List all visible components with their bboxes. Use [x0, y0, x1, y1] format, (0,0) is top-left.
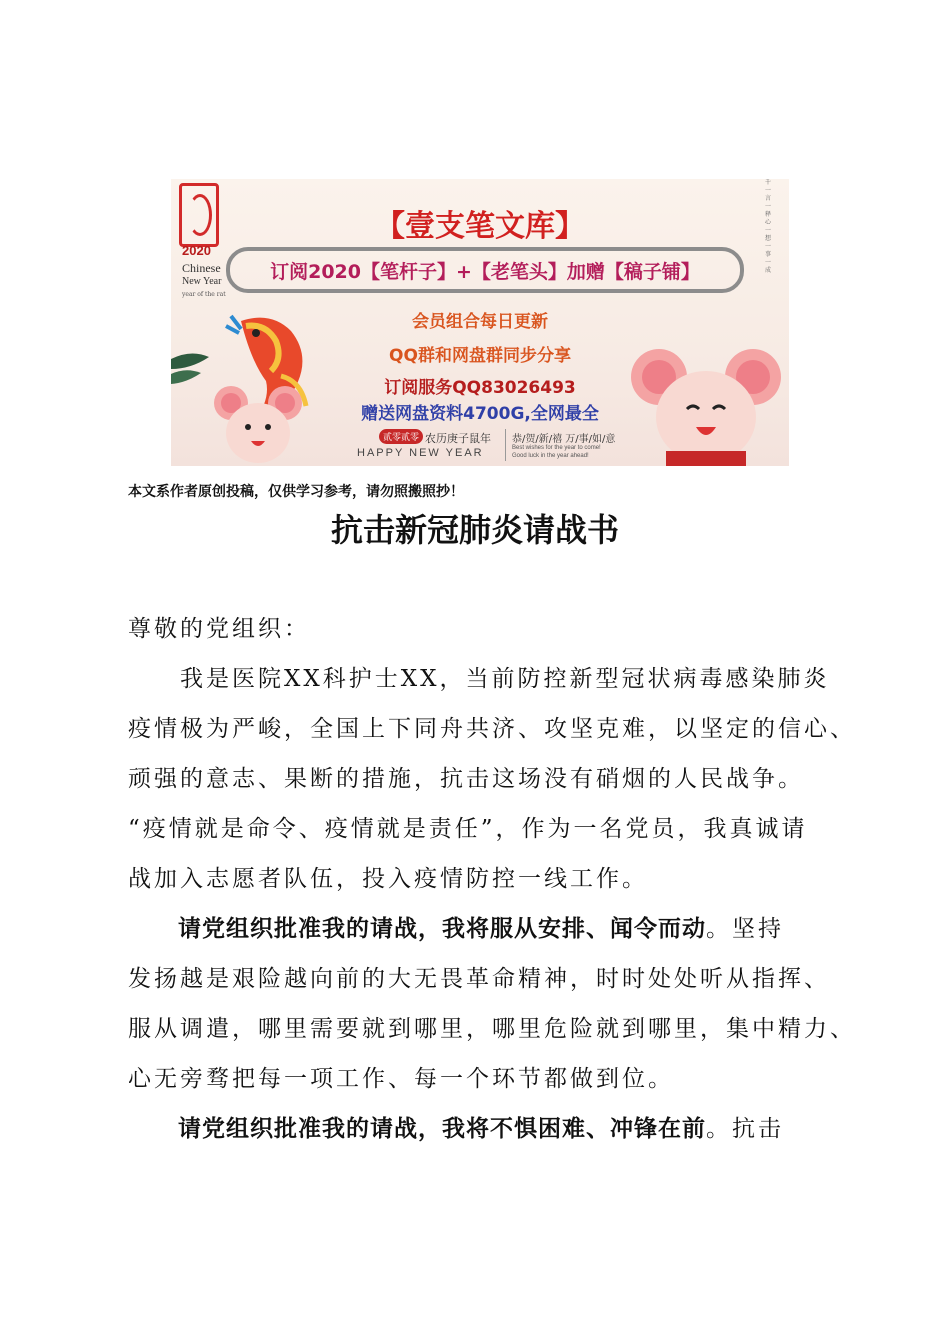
body-line-7-rest: 。坚持: [706, 916, 784, 942]
banner-greeting: 恭/贺/新/禧 万/事/如/意: [512, 434, 616, 445]
copyright-notice: 本文系作者原创投稿，仅供学习参考，请勿照搬照抄！: [128, 484, 464, 500]
body-line-4: 顽强的意志、果断的措施，抗击这场没有硝烟的人民战争。: [128, 766, 804, 792]
body-line-10: 心无旁骛把每一项工作、每一个环节都做到位。: [128, 1066, 674, 1092]
body-line-7: [178, 904, 784, 954]
banner-chinese: Chinese: [182, 261, 221, 275]
banner-badge: 贰零贰零: [379, 429, 423, 444]
banner-subscribe: 订阅2020【笔杆子】+【老笔头】加赠【稿子铺】: [270, 261, 700, 283]
banner-line-1: 会员组合每日更新: [412, 312, 548, 332]
pine-branch-icon: [171, 329, 211, 389]
pledge-heading-2: 请党组织批准我的请战，我将不惧困难、冲锋在前: [178, 1116, 706, 1142]
banner-lunar: 农历庚子鼠年: [425, 432, 491, 445]
page-title: 抗击新冠肺炎请战书: [330, 511, 619, 549]
banner-vertical-text: 千一言一释 心一想一事一成: [765, 179, 772, 274]
body-line-5: “疫情就是命令、疫情就是责任”，作为一名党员，我真诚请: [128, 816, 808, 842]
banner-line-4: 赠送网盘资料4700G,全网最全: [361, 404, 599, 424]
banner-line-2: QQ群和网盘群同步分享: [389, 346, 571, 366]
body-line-6: 战加入志愿者队伍，投入疫情防控一线工作。: [128, 866, 648, 892]
body-line-9: 服从调遣，哪里需要就到哪里，哪里危险就到哪里，集中精力、: [128, 1016, 856, 1042]
mouse-right-icon: [631, 339, 781, 466]
mouse-left-icon: [213, 375, 303, 466]
promo-banner: [171, 179, 789, 466]
banner-year: 2020: [182, 243, 211, 258]
salutation: 尊敬的党组织：: [128, 616, 310, 642]
banner-new-year: New Year: [182, 276, 222, 287]
banner-year-of: year of the rat: [182, 291, 226, 298]
body-line-11: [178, 1104, 784, 1154]
banner-happy-new-year: HAPPY NEW YEAR: [357, 447, 484, 459]
banner-best-wishes: Best wishes for the year to come! Good luck in the year ahead!: [512, 445, 601, 459]
body-line-11-rest: 。抗击: [706, 1116, 784, 1142]
body-line-3: 疫情极为严峻，全国上下同舟共济、攻坚克难，以坚定的信心、: [128, 716, 856, 742]
banner-line-3: 订阅服务QQ83026493: [384, 378, 576, 398]
banner-divider: [505, 429, 506, 461]
body-line-8: 发扬越是艰险越向前的大无畏革命精神，时时处处听从指挥、: [128, 966, 830, 992]
body-line-2: 我是医院XX科护士XX，当前防控新型冠状病毒感染肺炎: [128, 666, 830, 692]
banner-title: 【壹支笔文库】: [375, 209, 585, 244]
pledge-heading-1: 请党组织批准我的请战，我将服从安排、闻令而动: [178, 916, 706, 942]
